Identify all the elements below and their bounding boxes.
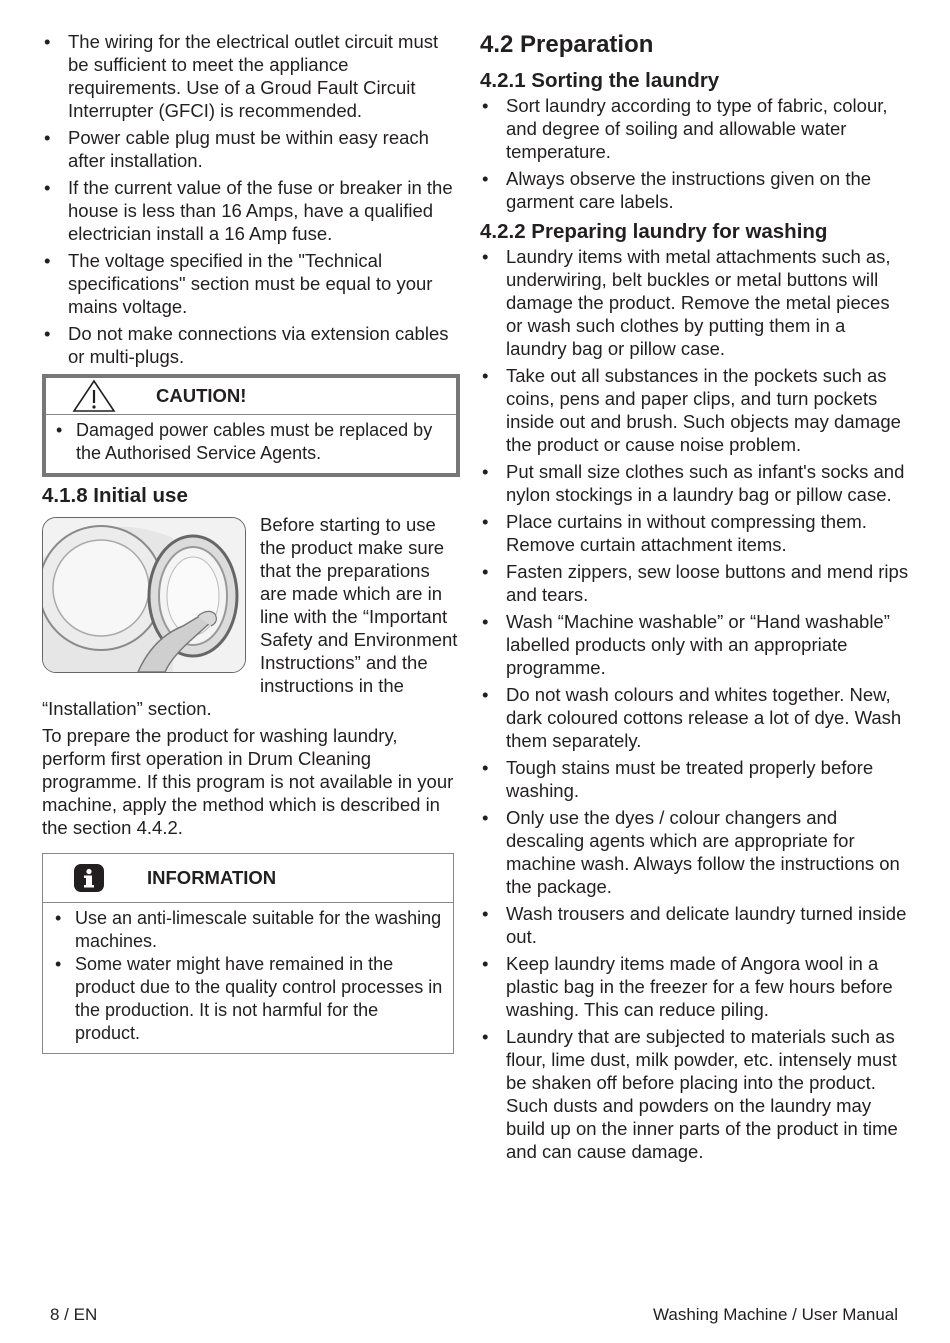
list-item: • Do not make connections via extension cables or multi-plugs. (42, 322, 460, 368)
list-item: • Only use the dyes / colour changers and descaling agents which are appropriate for machine wash. Always follow the instructions on the package. (480, 806, 910, 898)
list-item: • Tough stains must be treated properly before washing. (480, 756, 910, 802)
list-item: • The voltage specified in the "Technical specifications" section must be equal to your mains voltage. (42, 249, 460, 318)
left-column (42, 30, 460, 1054)
initial-use-heading: 4.1.8 Initial use (42, 484, 188, 507)
list-item: • Always observe the instructions given on the garment care labels. (480, 167, 910, 213)
page-number: 8 / EN (50, 1305, 98, 1324)
list-item: • If the current value of the fuse or breaker in the house is less than 16 Amps, have a qualified electrician install a 16 Amp fuse. (42, 176, 460, 245)
list-item: • Power cable plug must be within easy reach after installation. (42, 126, 460, 172)
list-item: • Laundry items with metal attachments such as, underwiring, belt buckles or metal buttons will damage the product. Remove the metal pieces or wash such clothes by putting them in a laundry bag or pillow case. (480, 245, 910, 360)
preparing-list (480, 245, 910, 1163)
information-item: • Some water might have remained in the product due to the quality control processes in the production. It is not harmful for the product. (53, 953, 443, 1045)
caution-item: • Damaged power cables must be replaced by the Authorised Service Agents. (54, 419, 448, 465)
list-item: • Do not wash colours and whites together. New, dark coloured cottons release a lot of dye. Wash them separately. (480, 683, 910, 752)
list-item: • Take out all substances in the pockets such as coins, pens and paper clips, and turn pockets inside out and brush. Such objects may damage the product or cause noise problem. (480, 364, 910, 456)
list-item: • Place curtains in without compressing them. Remove curtain attachment items. (480, 510, 910, 556)
caution-box (42, 374, 460, 477)
initial-use-section (42, 513, 460, 839)
sorting-heading: 4.2.1 Sorting the laundry (480, 69, 720, 92)
right-column (480, 30, 910, 1167)
preparing-heading: 4.2.2 Preparing laundry for washing (480, 220, 828, 243)
information-box (42, 853, 454, 1054)
washing-machine-door-image (42, 517, 246, 673)
information-item: • Use an anti-limescale suitable for the washing machines. (53, 907, 443, 953)
information-label: INFORMATION (147, 867, 277, 888)
list-item: • Wash trousers and delicate laundry turned inside out. (480, 902, 910, 948)
initial-use-paragraph-2: To prepare the product for washing laundry, perform first operation in Drum Cleaning programme. If this program is not available in your machine, apply the method which is described in the section 4.4.2. (42, 725, 454, 838)
list-item: • Wash “Machine washable” or “Hand washable” labelled products only with an appropriate programme. (480, 610, 910, 679)
list-item: • Laundry that are subjected to materials such as flour, lime dust, milk powder, etc. intensely must be shaken off before placing into the product. Such dusts and powders on the laundry may build up on the inner parts of the product in time and can cause damage. (480, 1025, 910, 1163)
sorting-list (480, 94, 910, 213)
electrical-requirements-list (42, 30, 460, 368)
warning-triangle-icon (72, 379, 116, 413)
document-title: Washing Machine / User Manual (652, 1305, 898, 1324)
list-item: • Sort laundry according to type of fabric, colour, and degree of soiling and allowable water temperature. (480, 94, 910, 163)
list-item: • The wiring for the electrical outlet circuit must be sufficient to meet the appliance requirements. Use of a Groud Fault Circuit Interrupter (GFCI) is recommended. (42, 30, 460, 122)
info-icon (73, 863, 105, 893)
preparation-heading: 4.2 Preparation (480, 31, 654, 58)
initial-use-paragraph: Before starting to use the product make sure that the preparations are made which are in line with the “Important Safety and Environment Instructions” and the instructions in the “Installation” section. (42, 514, 458, 719)
caution-label: CAUTION! (156, 385, 247, 406)
list-item: • Keep laundry items made of Angora wool in a plastic bag in the freezer for a few hours before washing. This can reduce piling. (480, 952, 910, 1021)
list-item: • Put small size clothes such as infant's socks and nylon stockings in a laundry bag or pillow case. (480, 460, 910, 506)
list-item: • Fasten zippers, sew loose buttons and mend rips and tears. (480, 560, 910, 606)
